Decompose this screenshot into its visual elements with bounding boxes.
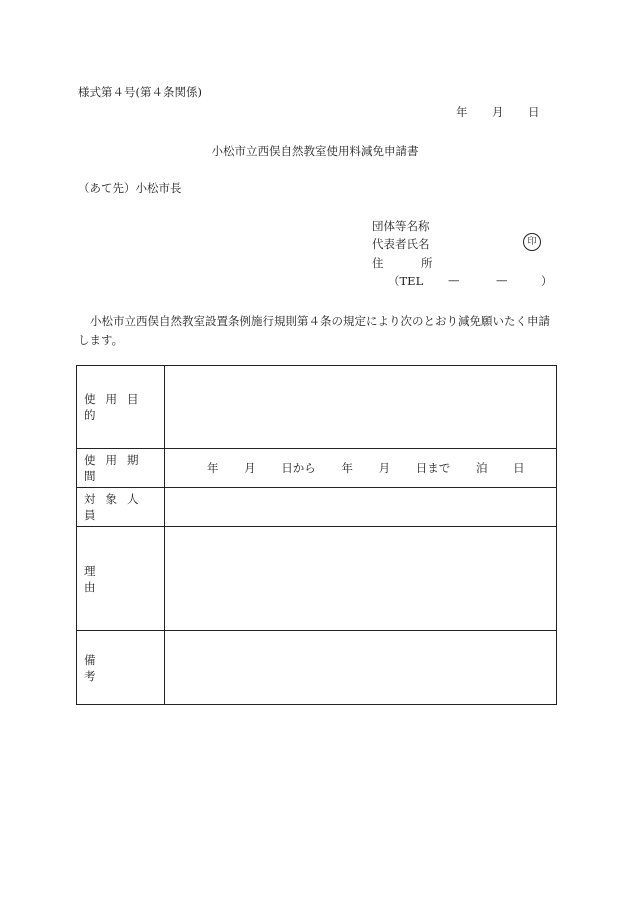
tel-dash-1: — bbox=[448, 273, 460, 287]
rep-name-label: 代表者氏名 bbox=[372, 237, 430, 251]
period-value-cell[interactable] bbox=[165, 449, 557, 488]
persons-label-cell bbox=[77, 488, 165, 527]
org-name-label: 団体等名称 bbox=[372, 219, 430, 233]
tel-close: ） bbox=[541, 274, 553, 288]
tel-dash-2: — bbox=[496, 273, 508, 287]
addressee: （あて先）小松市長 bbox=[78, 181, 182, 195]
seal-mark: 印 bbox=[523, 233, 541, 251]
table-row-period bbox=[77, 449, 557, 488]
date-month: 月 bbox=[492, 105, 504, 119]
period-to: 日まで bbox=[415, 461, 451, 475]
request-text bbox=[78, 312, 556, 350]
document-title: 小松市立西俣自然教室使用料減免申請書 bbox=[211, 144, 419, 158]
period-label-cell bbox=[77, 449, 165, 488]
application-table bbox=[76, 365, 557, 705]
purpose-value-cell[interactable] bbox=[165, 366, 557, 449]
period-from: 日から bbox=[281, 461, 316, 475]
purpose-label-text: 使用目的 bbox=[84, 392, 149, 422]
table-row-persons bbox=[77, 488, 557, 527]
address-label-1: 住 bbox=[372, 256, 384, 270]
remarks-label-text: 備考 bbox=[84, 652, 150, 683]
period-year-1: 年 bbox=[207, 461, 219, 475]
remarks-value-cell[interactable] bbox=[165, 631, 557, 705]
period-label-text: 使用期間 bbox=[84, 453, 149, 483]
reason-label-text: 理由 bbox=[84, 563, 150, 594]
date-year: 年 bbox=[456, 105, 468, 119]
date-day: 日 bbox=[528, 105, 540, 119]
request-paragraph: 小松市立西俣自然教室設置条例施行規則第４条の規定により次のとおり減免願いたく申請します。 bbox=[78, 314, 550, 347]
table-row-reason bbox=[77, 527, 557, 631]
reason-label-cell bbox=[77, 527, 165, 631]
form-number: 様式第４号(第４条関係) bbox=[78, 85, 202, 99]
period-days: 日 bbox=[513, 461, 525, 475]
purpose-label bbox=[84, 391, 158, 423]
period-month-2: 月 bbox=[378, 461, 391, 475]
remarks-label-cell bbox=[77, 631, 165, 705]
period-year-2: 年 bbox=[341, 461, 353, 475]
table-row-remarks bbox=[77, 631, 557, 705]
period-nights: 泊 bbox=[475, 461, 488, 475]
tel-open: （TEL bbox=[388, 274, 424, 288]
reason-value-cell[interactable] bbox=[165, 527, 557, 631]
period-month-1: 月 bbox=[244, 461, 256, 475]
address-label-2: 所 bbox=[421, 256, 433, 270]
persons-value-cell[interactable] bbox=[165, 488, 557, 527]
purpose-label-cell bbox=[77, 366, 165, 449]
persons-label-text: 対象人員 bbox=[84, 492, 149, 522]
table-row-purpose bbox=[77, 366, 557, 449]
